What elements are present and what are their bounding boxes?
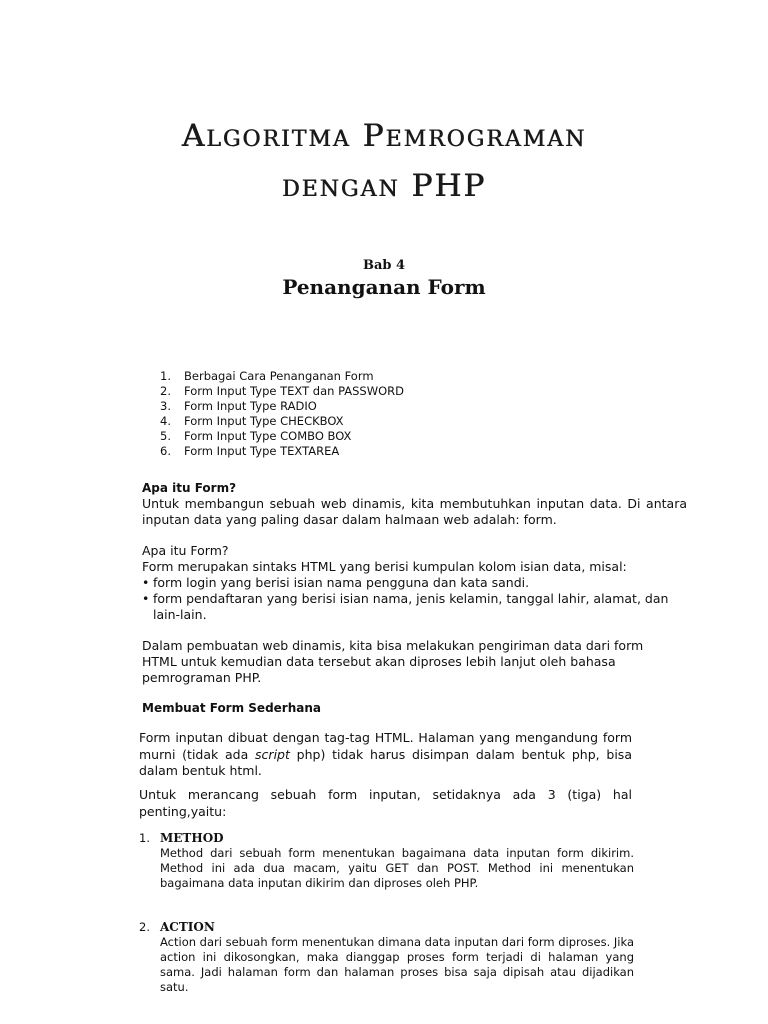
toc-number: 5.	[160, 429, 171, 443]
paragraph-text: Form inputan dibuat dengan tag-tag HTML. Halaman yang mengandung form murni (tidak ada	[139, 730, 632, 762]
toc-number: 3.	[160, 399, 171, 413]
toc-number: 6.	[160, 444, 171, 458]
toc-item	[160, 429, 404, 444]
chapter-title: Penanganan Form	[282, 275, 486, 299]
bullet-glyph: •	[142, 591, 150, 606]
bullet-text: form pendaftaran yang berisi isian nama, jenis kelamin, tanggal lahir, alamat, dan lain-lain.	[153, 591, 669, 622]
bullet-text: form login yang berisi isian nama pengguna dan kata sandi.	[153, 575, 530, 590]
definition-paragraph: Form merupakan sintaks HTML yang berisi kumpulan kolom isian data, misal:	[142, 559, 627, 574]
document-title-line1: Algoritma Pemrograman	[181, 118, 587, 154]
item-description: Method dari sebuah form menentukan bagaimana data inputan form dikirim. Method ini ada dua macam, yaitu GET dan POST. Method ini menentukan bagaimana data inputan dikirim dan diproses oleh PHP.	[160, 846, 634, 890]
toc-item	[160, 444, 404, 459]
simple-form-paragraph	[139, 730, 632, 780]
toc-text: Form Input Type COMBO BOX	[184, 429, 352, 443]
toc-text: Form Input Type TEXTAREA	[184, 444, 340, 458]
toc-item	[160, 399, 404, 414]
dynamic-web-paragraph: Dalam pembuatan web dinamis, kita bisa melakukan pengiriman data dari form HTML untuk kemudian data tersebut akan diproses lebih lanjut oleh bahasa pemrograman PHP.	[142, 638, 644, 685]
toc-text: Berbagai Cara Penanganan Form	[184, 369, 374, 383]
item-title: ACTION	[160, 920, 215, 934]
item-description: Action dari sebuah form menentukan dimana data inputan dari form diproses. Jika action ini dikosongkan, maka dianggap proses form terjadi di halaman yang sama. Jadi halaman form dan halaman proses bisa saja dipisah atau dijadikan satu.	[160, 935, 634, 994]
action-section	[139, 920, 634, 995]
toc-item	[160, 384, 404, 399]
toc-text: Form Input Type RADIO	[184, 399, 317, 413]
toc-item	[160, 414, 404, 429]
toc-text: Form Input Type CHECKBOX	[184, 414, 344, 428]
list-item	[142, 575, 687, 591]
toc-item	[160, 369, 404, 384]
table-of-contents	[160, 369, 404, 459]
toc-number: 1.	[160, 369, 171, 383]
toc-number: 4.	[160, 414, 171, 428]
paragraph-text: php) tidak harus disimpan dalam bentuk php, bisa dalam bentuk html.	[139, 746, 632, 778]
chapter-number: Bab 4	[362, 258, 406, 273]
method-section	[139, 831, 634, 891]
intro-paragraph: Untuk membangun sebuah web dinamis, kita membutuhkan inputan data. Di antara inputan data yang paling dasar dalam halmaan web adalah: form.	[142, 496, 687, 527]
definition-question: Apa itu Form?	[142, 543, 229, 558]
section-heading: Membuat Form Sederhana	[142, 701, 321, 715]
bullet-glyph: •	[142, 575, 150, 590]
toc-text: Form Input Type TEXT dan PASSWORD	[184, 384, 404, 398]
italic-word: script	[255, 746, 290, 762]
item-number: 1.	[139, 831, 150, 845]
toc-number: 2.	[160, 384, 171, 398]
intro-heading: Apa itu Form?	[142, 481, 237, 495]
list-item	[142, 591, 687, 623]
requirements-paragraph: Untuk merancang sebuah form inputan, setidaknya ada 3 (tiga) hal penting,yaitu:	[139, 787, 632, 819]
document-title-line2: dengan PHP	[281, 168, 487, 204]
item-number: 2.	[139, 920, 150, 934]
definition-bullets	[142, 575, 687, 623]
item-title: METHOD	[160, 831, 224, 845]
